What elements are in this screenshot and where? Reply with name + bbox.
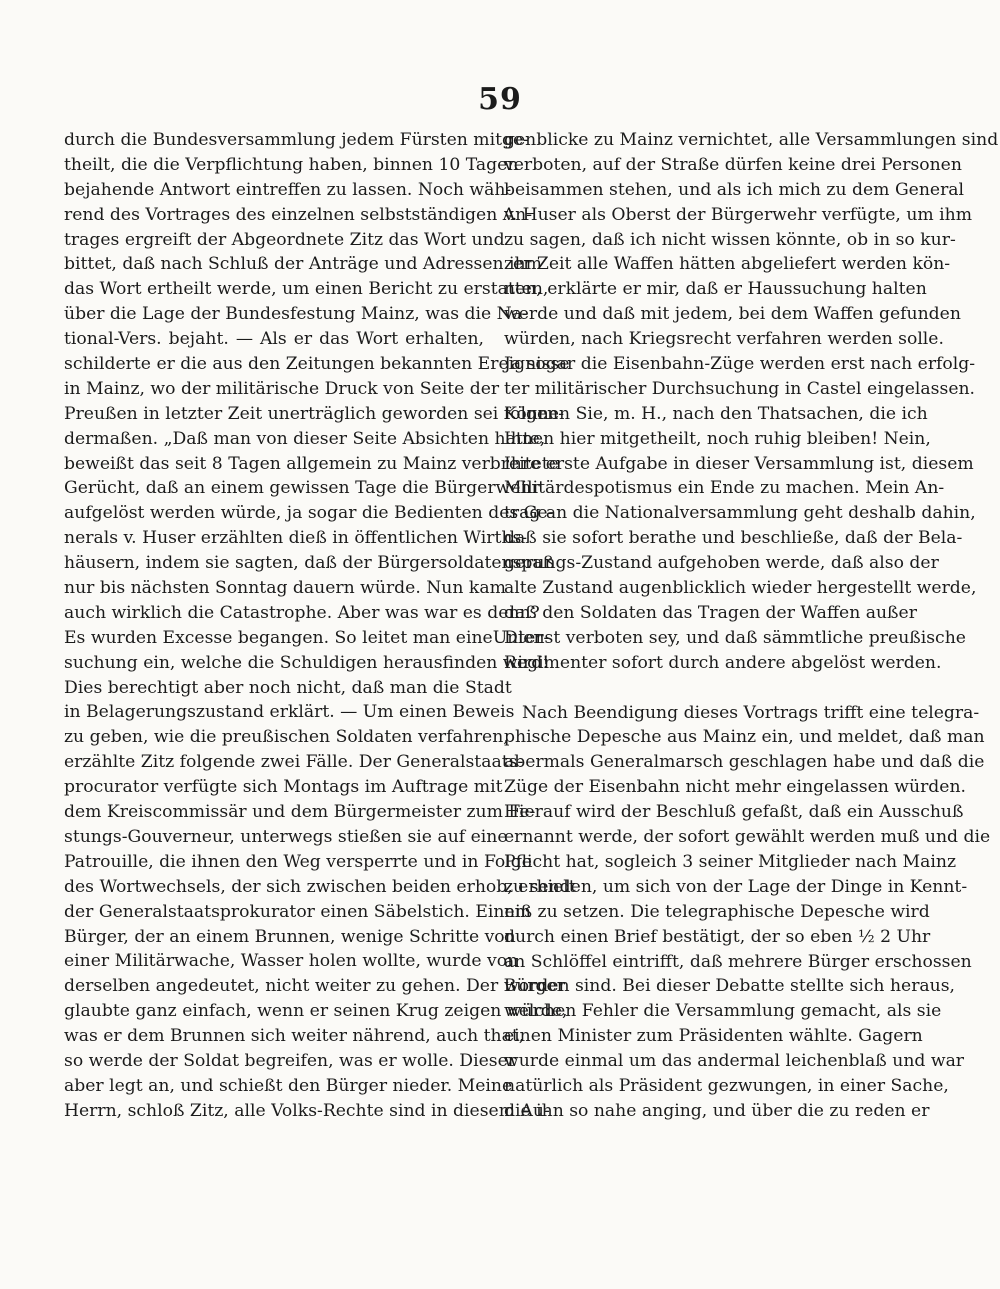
text-line: zu geben, wie die preußischen Soldaten verfahren,: [64, 727, 509, 748]
text-line: durch einen Brief bestätigt, der so eben ½ 2 Uhr: [504, 926, 931, 947]
text-line: beisammen stehen, und als ich mich zu dem General: [504, 179, 965, 200]
text-line: Können Sie, m. H., nach den Thatsachen, die ich: [504, 403, 928, 424]
text-line: die ihn so nahe anging, und über die zu reden er: [504, 1100, 930, 1121]
text-line: Dies berechtigt aber noch nicht, daß man die Stadt: [64, 677, 512, 698]
text-line: Hierauf wird der Beschluß gefaßt, daß ein Ausschuß: [504, 802, 964, 823]
text-line: Bürger, der an einem Brunnen, wenige Schritte von: [64, 926, 516, 947]
text-line: werde und daß mit jedem, bei dem Waffen gefunden: [504, 304, 961, 325]
text-line: aufgelöst werden würde, ja sogar die Bedienten des Ge-: [64, 503, 554, 524]
text-line: der Generalstaatsprokurator einen Säbelstich. Einem: [64, 901, 531, 922]
text-line: ernannt werde, der sofort gewählt werden muß und die: [504, 827, 991, 848]
text-line: einen Minister zum Präsidenten wählte. Gagern: [504, 1026, 923, 1047]
text-line: ter militärischer Durchsuchung in Castel eingelassen.: [504, 378, 976, 399]
text-line: beweißt das seit 8 Tagen allgemein zu Mainz verbreitete: [64, 453, 559, 474]
text-line: Gerücht, daß an einem gewissen Tage die Bürgerwehr: [64, 478, 540, 499]
text-line: des Wortwechsels, der sich zwischen beiden erhob, erhielt: [64, 876, 576, 897]
text-line: Ja sogar die Eisenbahn-Züge werden erst nach erfolg-: [504, 354, 976, 375]
text-line: Nach Beendigung dieses Vortrags trifft eine telegra-: [522, 702, 980, 723]
paragraph-gap: [504, 676, 912, 701]
text-line: auch wirklich die Catastrophe. Aber was war es denn?: [64, 602, 540, 623]
text-line: Herrn, schloß Zitz, alle Volks-Rechte sind in diesem Au-: [64, 1100, 550, 1121]
page-number: 59: [478, 82, 522, 117]
text-line: nen, erklärte er mir, daß er Haussuchung halten: [504, 279, 927, 300]
text-line: worden sind. Bei dieser Debatte stellte sich heraus,: [504, 976, 956, 997]
text-line: v. Huser als Oberst der Bürgerwehr verfügte, um ihm: [504, 204, 973, 225]
text-line: Ihnen hier mitgetheilt, noch ruhig bleiben! Nein,: [504, 428, 931, 449]
text-line: gerungs-Zustand aufgehoben werde, daß also der: [504, 553, 939, 574]
text-line: alte Zustand augenblicklich wieder hergestellt werde,: [504, 578, 977, 599]
right-column: [504, 128, 999, 1124]
left-column: [64, 128, 576, 1124]
text-line: zu senden, um sich von der Lage der Dinge in Kennt-: [504, 876, 968, 897]
text-line: dermaßen. „Daß man von dieser Seite Absichten hatte,: [64, 428, 546, 449]
text-line: wurde einmal um das andermal leichenblaß und war: [504, 1051, 965, 1072]
text-line: würden, nach Kriegsrecht verfahren werden solle.: [504, 329, 944, 350]
text-line: das Wort ertheilt werde, um einen Bericht zu erstatten,: [64, 279, 549, 300]
text-line: bejahende Antwort eintreffen zu lassen. Noch wäh-: [64, 179, 512, 200]
text-line: erzählte Zitz folgende zwei Fälle. Der Generalstaats-: [64, 752, 524, 773]
text-line: Regimenter sofort durch andere abgelöst werden.: [504, 652, 942, 673]
text-line: rend des Vortrages des einzelnen selbstständigen An-: [64, 204, 533, 225]
text-line: tional-Vers. bejaht. — Als er das Wort erhalten,: [64, 329, 484, 350]
text-line: Patrouille, die ihnen den Weg versperrte und in Folge: [64, 851, 532, 872]
text-line: was er dem Brunnen sich weiter nährend, auch that,: [64, 1026, 525, 1047]
text-line: durch die Bundesversammlung jedem Fürsten mitge-: [64, 130, 529, 150]
text-line: nur bis nächsten Sonntag dauern würde. Nun kam: [64, 578, 506, 599]
text-line: einer Militärwache, Wasser holen wollte, wurde von: [64, 951, 519, 972]
text-line: schilderte er die aus den Zeitungen bekannten Ereignisse: [64, 354, 570, 375]
paragraph: [504, 701, 991, 1124]
text-line: nerals v. Huser erzählten dieß in öffentlichen Wirths-: [64, 528, 528, 549]
text-line: procurator verfügte sich Montags im Auftrage mit: [64, 777, 503, 798]
text-line: dem Kreiscommissär und dem Bürgermeister zum Fe-: [64, 802, 536, 823]
text-line: Militärdespotismus ein Ende zu machen. Mein An-: [504, 478, 945, 499]
text-line: bittet, daß nach Schluß der Anträge und Adressen ihm: [64, 254, 542, 275]
text-line: suchung ein, welche die Schuldigen herausfinden wird!: [64, 652, 550, 673]
text-line: so werde der Soldat begreifen, was er wolle. Dieser: [64, 1050, 516, 1071]
text-line: in Mainz, wo der militärische Druck von Seite der: [64, 378, 500, 399]
paragraph: [504, 128, 999, 676]
text-line: zu sagen, daß ich nicht wissen könnte, ob in so kur-: [504, 229, 956, 250]
text-line: glaubte ganz einfach, wenn er seinen Krug zeigen würde,: [64, 1001, 568, 1022]
text-line: daß den Soldaten das Tragen der Waffen außer: [504, 602, 917, 623]
text-line: stungs-Gouverneur, unterwegs stießen sie auf eine: [64, 826, 508, 847]
text-line: theilt, die die Verpflichtung haben, binnen 10 Tagen: [64, 154, 519, 175]
text-line: Züge der Eisenbahn nicht mehr eingelassen würden.: [504, 777, 967, 798]
text-line: über die Lage der Bundesfestung Mainz, was die Na-: [64, 304, 528, 325]
text-line: genblicke zu Mainz vernichtet, alle Versammlungen sind: [504, 130, 999, 150]
text-line: trag an die Nationalversammlung geht deshalb dahin,: [504, 503, 976, 524]
text-line: Dienst verboten sey, und daß sämmtliche preußische: [504, 627, 966, 648]
text-line: Pflicht hat, sogleich 3 seiner Mitglieder nach Mainz: [504, 851, 957, 872]
text-line: Es wurden Excesse begangen. So leitet man eineUnter-: [64, 627, 550, 648]
text-line: niß zu setzen. Die telegraphische Depesche wird: [504, 901, 930, 922]
text-line: natürlich als Präsident gezwungen, in einer Sache,: [504, 1075, 949, 1096]
text-line: aber legt an, und schießt den Bürger nieder. Meine: [64, 1075, 513, 1096]
text-line: phische Depesche aus Mainz ein, und meldet, daß man: [504, 727, 985, 748]
text-line: an Schlöffel eintrifft, daß mehrere Bürger erschossen: [504, 951, 972, 972]
text-line: daß sie sofort berathe und beschließe, daß der Bela-: [504, 528, 963, 549]
text-line: Ihre erste Aufgabe in dieser Versammlung ist, diesem: [504, 453, 974, 474]
text-line: abermals Generalmarsch geschlagen habe und daß die: [504, 752, 985, 773]
text-line: häusern, indem sie sagten, daß der Bürgersoldatenspaß: [64, 553, 555, 574]
text-line: verboten, auf der Straße dürfen keine drei Personen: [504, 154, 962, 175]
text-line: in Belagerungszustand erklärt. — Um einen Beweis: [64, 702, 515, 723]
text-line: derselben angedeutet, nicht weiter zu gehen. Der Bürger: [64, 976, 565, 997]
text-line: trages ergreift der Abgeordnete Zitz das Wort und: [64, 229, 505, 250]
text-line: welchen Fehler die Versammlung gemacht, als sie: [504, 1001, 942, 1022]
text-line: zer Zeit alle Waffen hätten abgeliefert werden kön-: [504, 254, 951, 275]
text-line: Preußen in letzter Zeit unerträglich geworden sei folgen-: [64, 403, 565, 424]
